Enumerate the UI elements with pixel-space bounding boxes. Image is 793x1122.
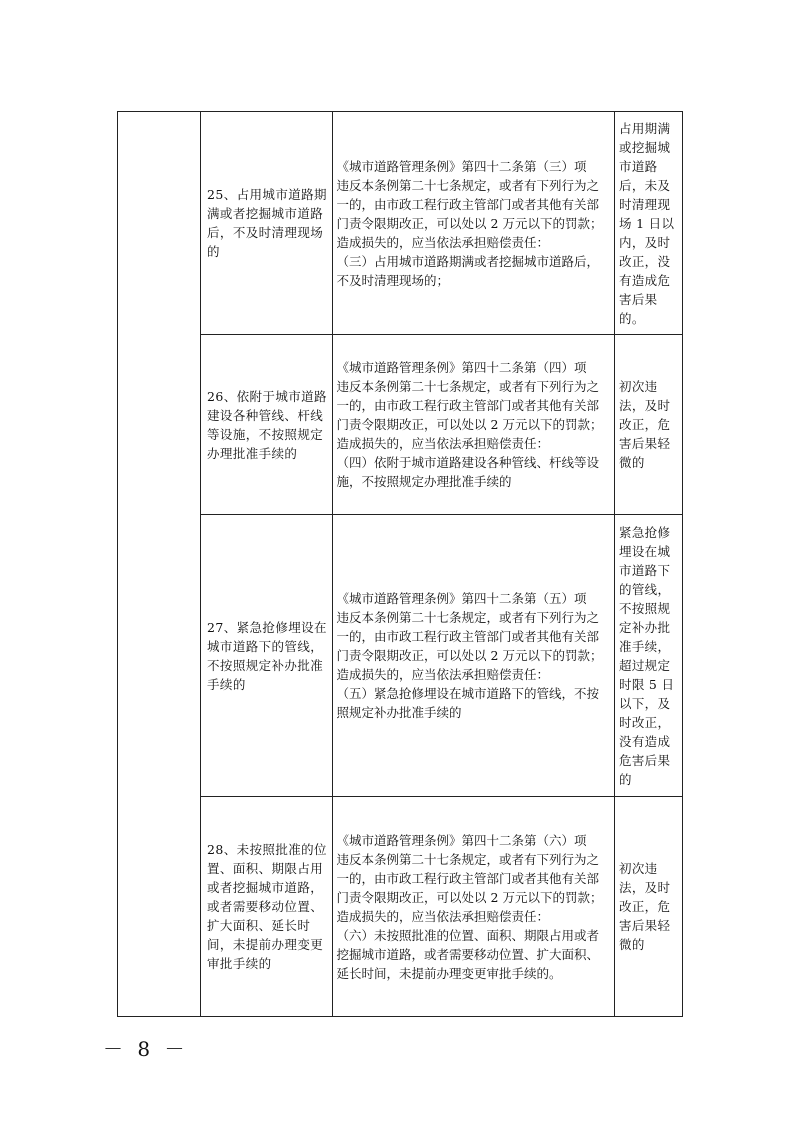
violation-item-cell: 27、紧急抢修埋设在城市道路下的管线，不按照规定补办批准手续的 [201,515,333,797]
condition-cell: 初次违法，及时改正，危害后果轻微的 [615,797,683,1017]
law-title: 《城市道路管理条例》第四十二条第（三）项 [336,158,587,174]
law-clause: （四）依附于城市道路建设各种管线、杆线等设施，不按照规定办理批准手续的 [336,455,600,489]
legal-basis-cell [332,335,615,515]
table-row [118,112,683,335]
condition-cell: 初次违法，及时改正，危害后果轻微的 [615,335,683,515]
violation-item-cell: 25、占用城市道路期满或者挖掘城市道路后，不及时清理现场的 [201,112,333,335]
page-number: － 8 － [103,1037,189,1061]
law-title: 《城市道路管理条例》第四十二条第（六）项 [336,832,587,848]
law-body: 违反本条例第二十七条规定，或者有下列行为之一的，由市政工程行政主管部门或者其他有关部门责令限期改正，可以处以 2 万元以下的罚款；造成损失的，应当依法承担赔偿责任： [336,177,603,250]
law-title: 《城市道路管理条例》第四十二条第（五）项 [336,591,587,606]
law-body: 违反本条例第二十七条规定，或者有下列行为之一的，由市政工程行政主管部门或者其他有关部门责令限期改正，可以处以 2 万元以下的罚款；造成损失的，应当依法承担赔偿责任： [336,610,603,682]
legal-basis-cell [332,515,615,797]
violation-item-cell: 26、依附于城市道路建设各种管线、杆线等设施，不按照规定办理批准手续的 [201,335,333,515]
law-clause: （六）未按照批准的位置、面积、期限占用或者挖掘城市道路，或者需要移动位置、扩大面积、延长时间，未提前办理变更审批手续的。 [336,927,600,981]
law-clause: （五）紧急抢修埋设在城市道路下的管线，不按照规定补办批准手续的 [336,686,600,720]
condition-cell: 紧急抢修埋设在城市道路下的管线，不按照规定补办批准手续，超过规定时限 5 日以下，及时改正，没有造成危害后果的 [615,515,683,797]
condition-cell: 占用期满或挖掘城市道路后，未及时清理现场 1 日以内，及时改正，没有造成危害后果的。 [615,112,683,335]
penalty-table [117,111,683,1017]
law-body: 违反本条例第二十七条规定，或者有下列行为之一的，由市政工程行政主管部门或者其他有关部门责令限期改正，可以处以 2 万元以下的罚款；造成损失的，应当依法承担赔偿责任： [336,851,603,924]
law-body: 违反本条例第二十七条规定，或者有下列行为之一的，由市政工程行政主管部门或者其他有关部门责令限期改正，可以处以 2 万元以下的罚款；造成损失的，应当依法承担赔偿责任： [336,379,603,451]
legal-basis-cell [332,797,615,1017]
law-clause: （三）占用城市道路期满或者挖掘城市道路后，不及时清理现场的； [336,253,600,288]
table-row [118,335,683,515]
table-row [118,797,683,1017]
legal-basis-cell [332,112,615,335]
violation-item-cell: 28、未按照批准的位置、面积、期限占用或者挖掘城市道路，或者需要移动位置、扩大面积、延长时间，未提前办理变更审批手续的 [201,797,333,1017]
law-title: 《城市道路管理条例》第四十二条第（四）项 [336,360,587,375]
table-row [118,515,683,797]
category-cell [118,112,201,1017]
